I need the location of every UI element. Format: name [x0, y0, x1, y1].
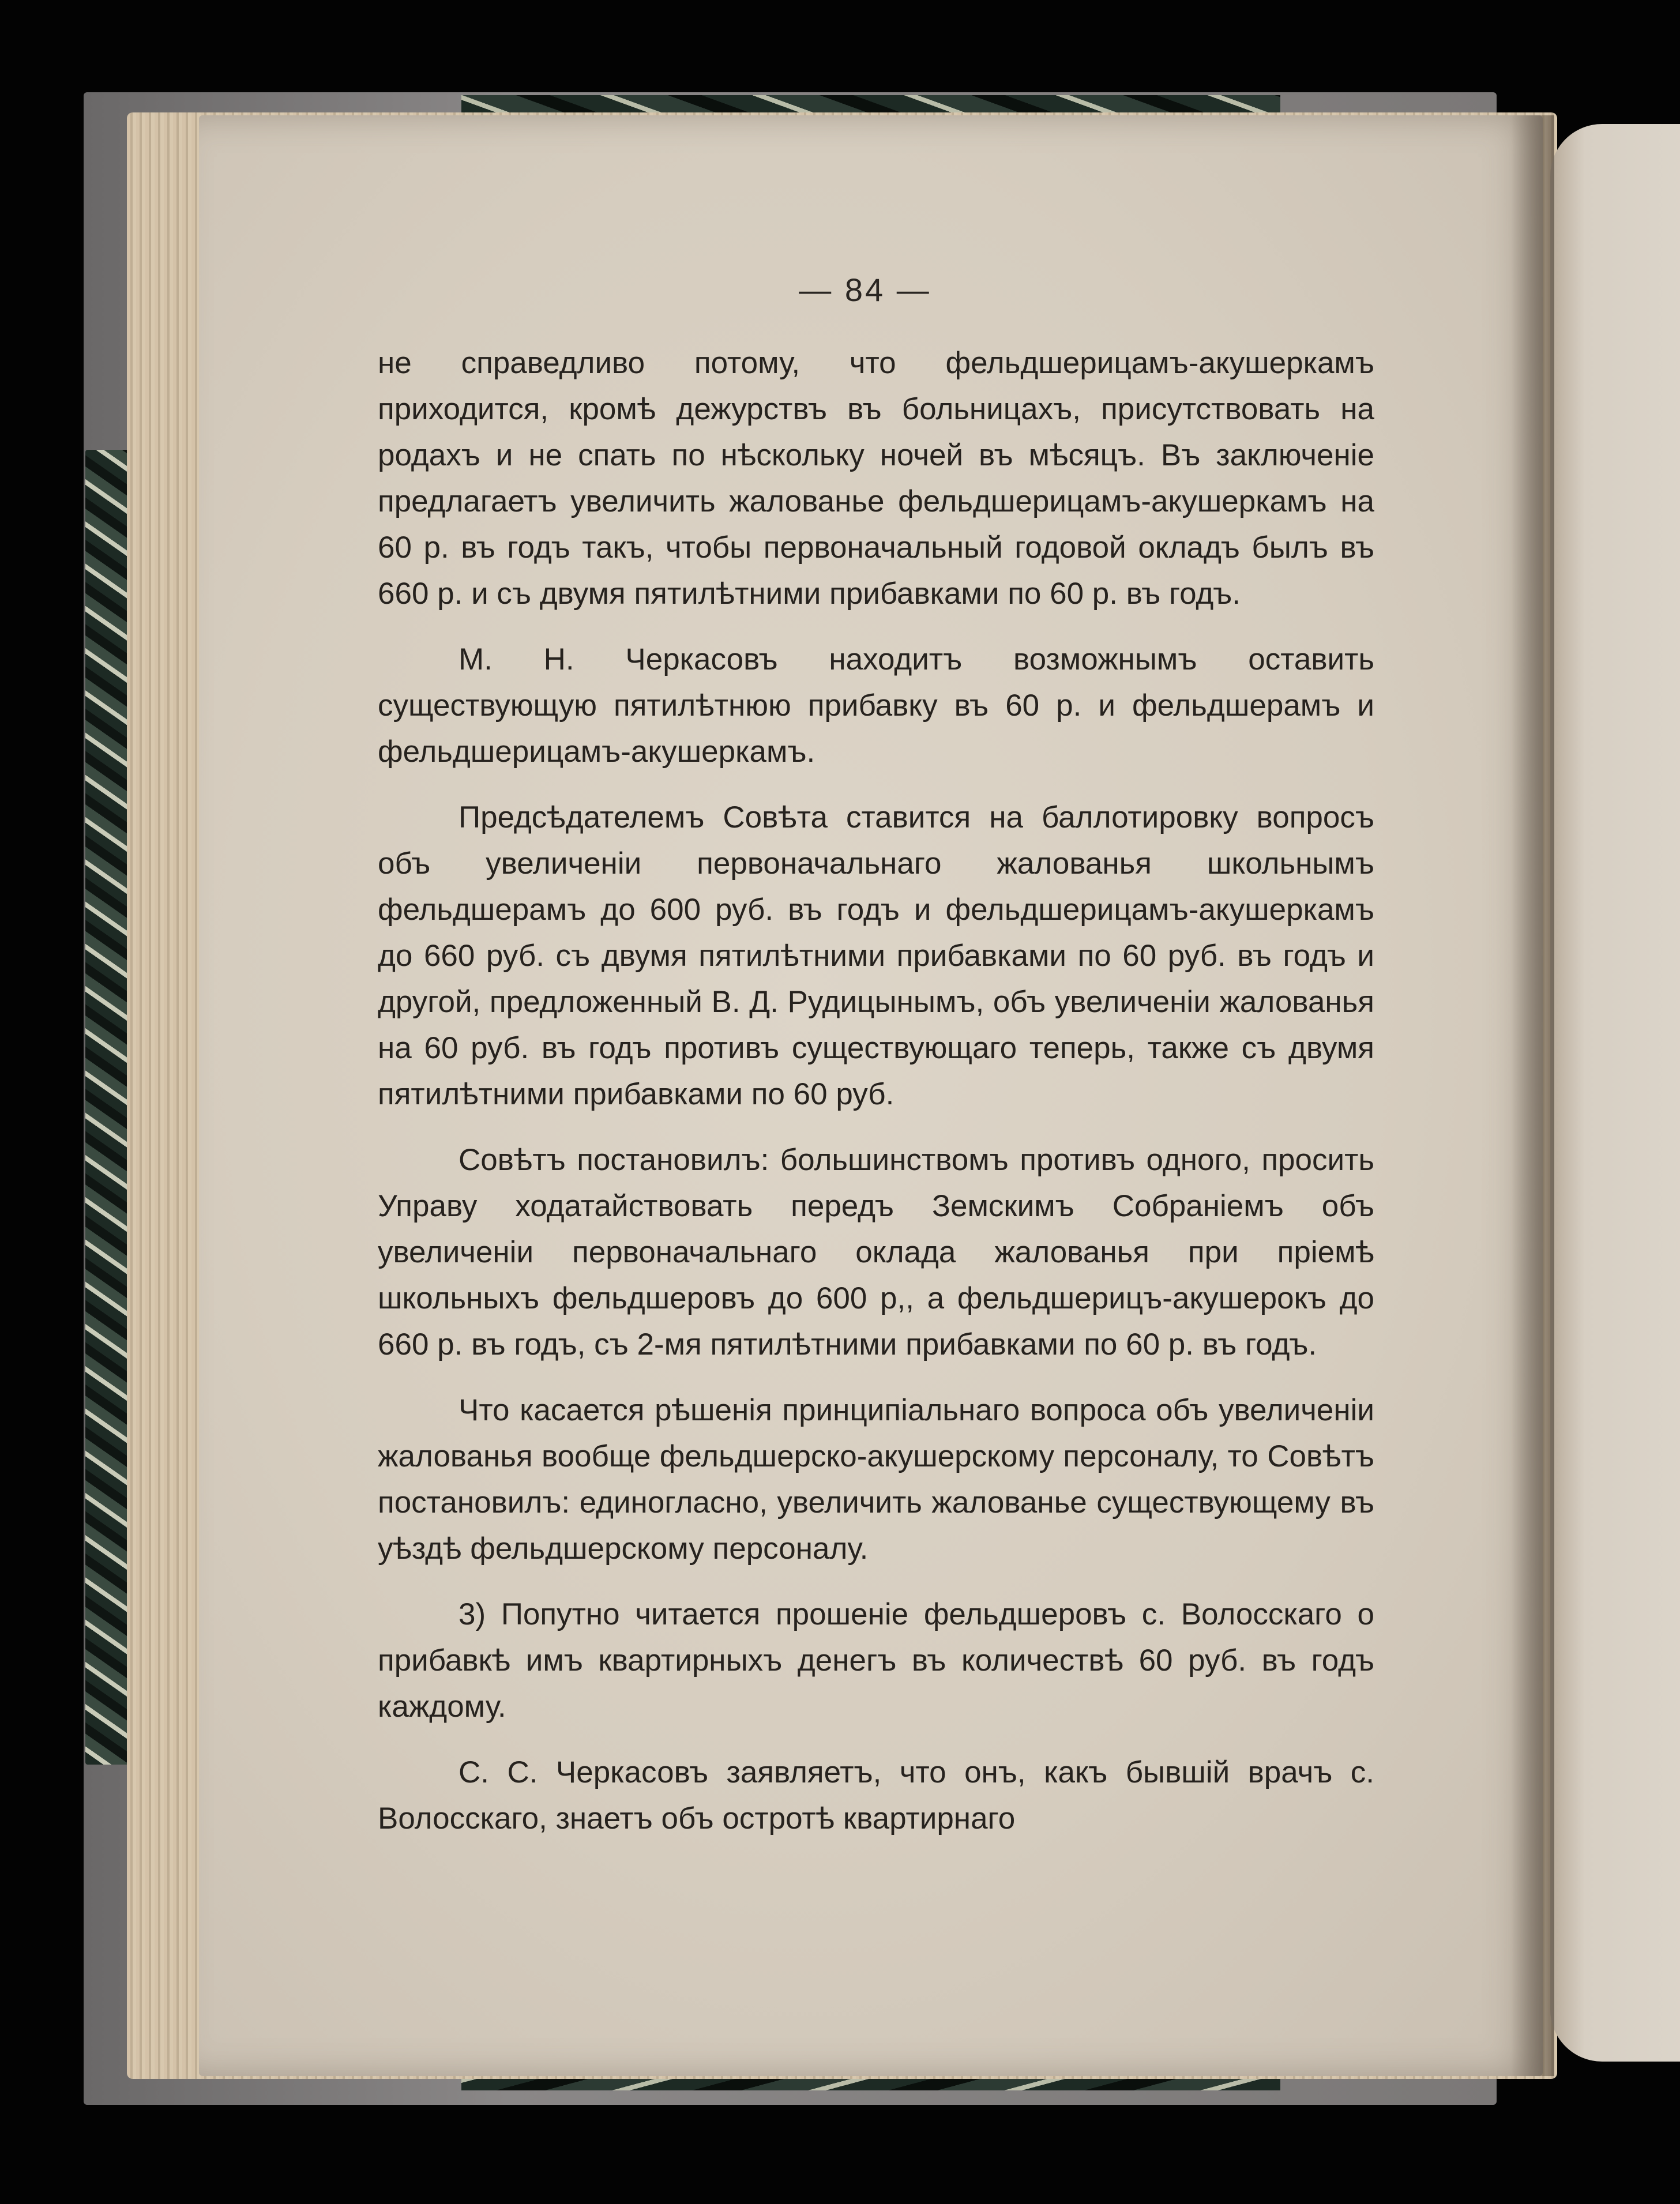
- paragraph: Что касается рѣшенiя принципiальнаго вопроса объ увеличенiи жалованья вообще фельдшерско-акушерскому персоналу, то Совѣтъ постановилъ: единогласно, увеличить жалованье существующему въ уѣздѣ фельдшерскому персоналу.: [378, 1393, 1374, 1566]
- page-text: [378, 340, 1374, 1861]
- paragraph: М. Н. Черкасовъ находитъ возможнымъ оставить существующую пятилѣтнюю прибавку въ 60 р. и фельдшерамъ и фельдшерицамъ-акушеркамъ.: [378, 642, 1374, 769]
- paragraph: С. С. Черкасовъ заявляетъ, что онъ, какъ бывшiй врачъ с. Волосскаго, знаетъ объ остротѣ квартирнаго: [378, 1755, 1374, 1836]
- page-number: — 84 —: [799, 272, 931, 308]
- paragraph: Совѣтъ постановилъ: большинствомъ противъ одного, просить Управу ходатайствовать передъ Земскимъ Собранiемъ объ увеличенiи первоначальнаго оклада жалованья при прiемѣ школьныхъ фельдшеровъ до 600 р,, а фельдшерицъ-акушерокъ до 660 р. въ годъ, съ 2-мя пятилѣтними прибавками по 60 р. въ годъ.: [378, 1143, 1374, 1361]
- marbled-endpaper-left: [85, 450, 133, 1765]
- paragraph: 3) Попутно читается прошенiе фельдшеровъ с. Волосскаго о прибавкѣ имъ квартирныхъ денегъ въ количествѣ 60 руб. въ годъ каждому.: [378, 1597, 1374, 1724]
- page-gutter-shadow: [1511, 115, 1554, 2076]
- paragraph: Предсѣдателемъ Совѣта ставится на баллотировку вопросъ объ увеличенiи первоначальнаго жалованья школьнымъ фельдшерамъ до 600 руб. въ годъ и фельдшерицамъ-акушеркамъ до 660 руб. съ двумя пятилѣтними прибавками по 60 руб. въ годъ и другой, предложенный В. Д. Рудицынымъ, объ увеличенiи жалованья на 60 руб. въ годъ противъ существующаго теперь, также съ двумя пятилѣтними прибавками по 60 руб.: [378, 800, 1374, 1111]
- paragraph: не справедливо потому, что фельдшерицамъ-акушеркамъ приходится, кромѣ дежурствъ въ больницахъ, присутствовать на родахъ и не спать по нѣскольку ночей въ мѣсяцъ. Въ заключенiе предлагаетъ увеличить жалованье фельдшерицамъ-акушеркамъ на 60 р. въ годъ такъ, чтобы первоначальный годовой окладъ былъ въ 660 р. и съ двумя пятилѣтними прибавками по 60 р. въ годъ.: [378, 346, 1374, 611]
- facing-page: [1550, 124, 1680, 2062]
